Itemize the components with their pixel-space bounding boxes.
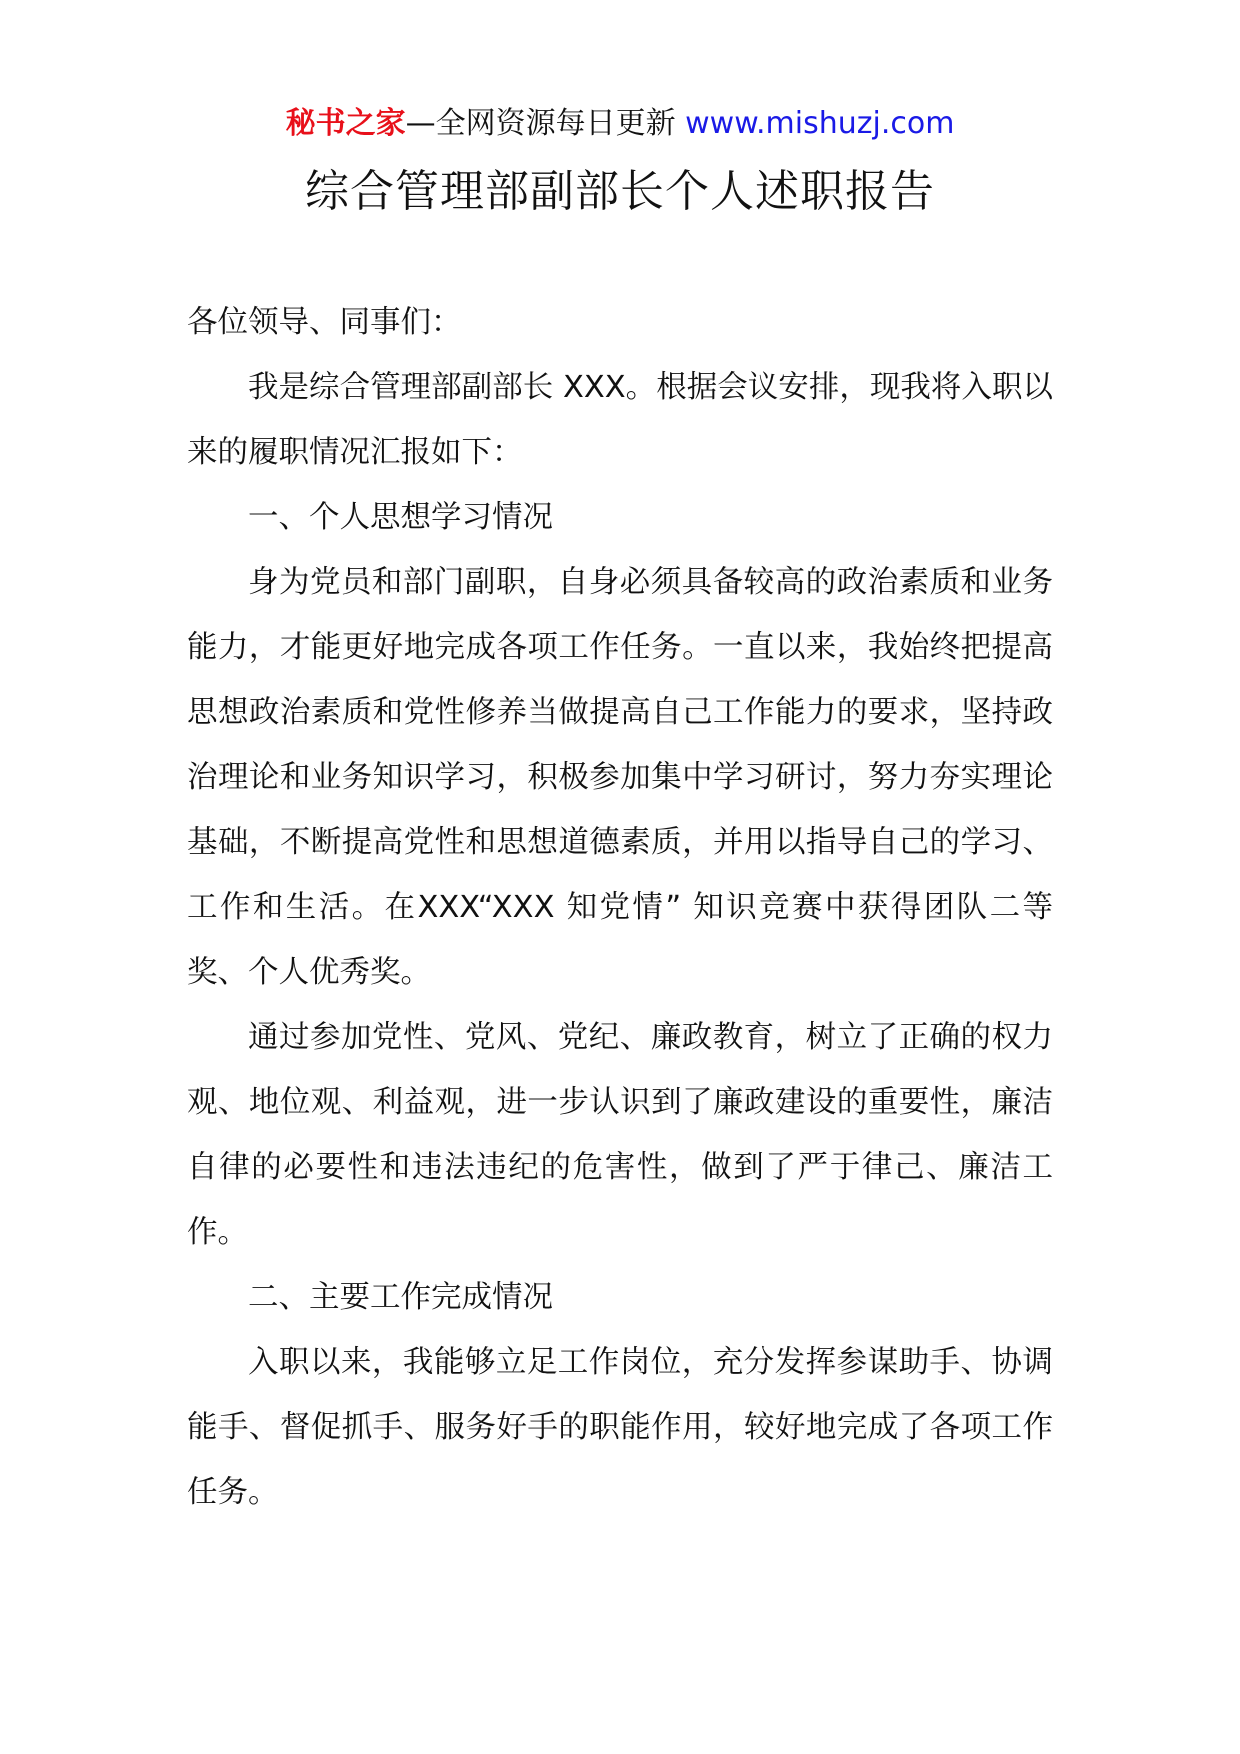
paragraph-work: 入职以来，我能够立足工作岗位，充分发挥参谋助手、协调能手、督促抓手、服务好手的职能作用，较好地完成了各项工作任务。 bbox=[187, 1345, 1053, 1510]
section-heading-1: 一、个人思想学习情况 bbox=[248, 500, 553, 535]
paragraph-study: 身为党员和部门副职，自身必须具备较高的政治素质和业务能力，才能更好地完成各项工作任务。一直以来，我始终把提高思想政治素质和党性修养当做提高自己工作能力的要求，坚持政治理论和业务知识学习，积极参加集中学习研讨，努力夯实理论基础，不断提高党性和思想道德素质，并用以指导自己的学习、工作和生活。在XXX“XXX 知党情” 知识竞赛中获得团队二等奖、个人优秀奖。 bbox=[187, 565, 1053, 990]
site-header bbox=[0, 100, 1240, 148]
document-body bbox=[187, 290, 1053, 1525]
site-url-link[interactable]: www.mishuzj.com bbox=[685, 106, 955, 141]
paragraph-integrity: 通过参加党性、党风、党纪、廉政教育，树立了正确的权力观、地位观、利益观，进一步认识到了廉政建设的重要性，廉洁自律的必要性和违法违纪的危害性，做到了严于律己、廉洁工作。 bbox=[187, 1020, 1053, 1250]
paragraph-intro: 我是综合管理部副部长 XXX。根据会议安排，现我将入职以来的履职情况汇报如下： bbox=[187, 370, 1053, 470]
document-title: 综合管理部副部长个人述职报告 bbox=[305, 166, 935, 217]
section-heading-2: 二、主要工作完成情况 bbox=[248, 1280, 553, 1315]
brand-name: 秘书之家 bbox=[285, 106, 406, 141]
header-tagline: —全网资源每日更新 bbox=[405, 106, 686, 141]
salutation: 各位领导、同事们： bbox=[187, 305, 462, 340]
